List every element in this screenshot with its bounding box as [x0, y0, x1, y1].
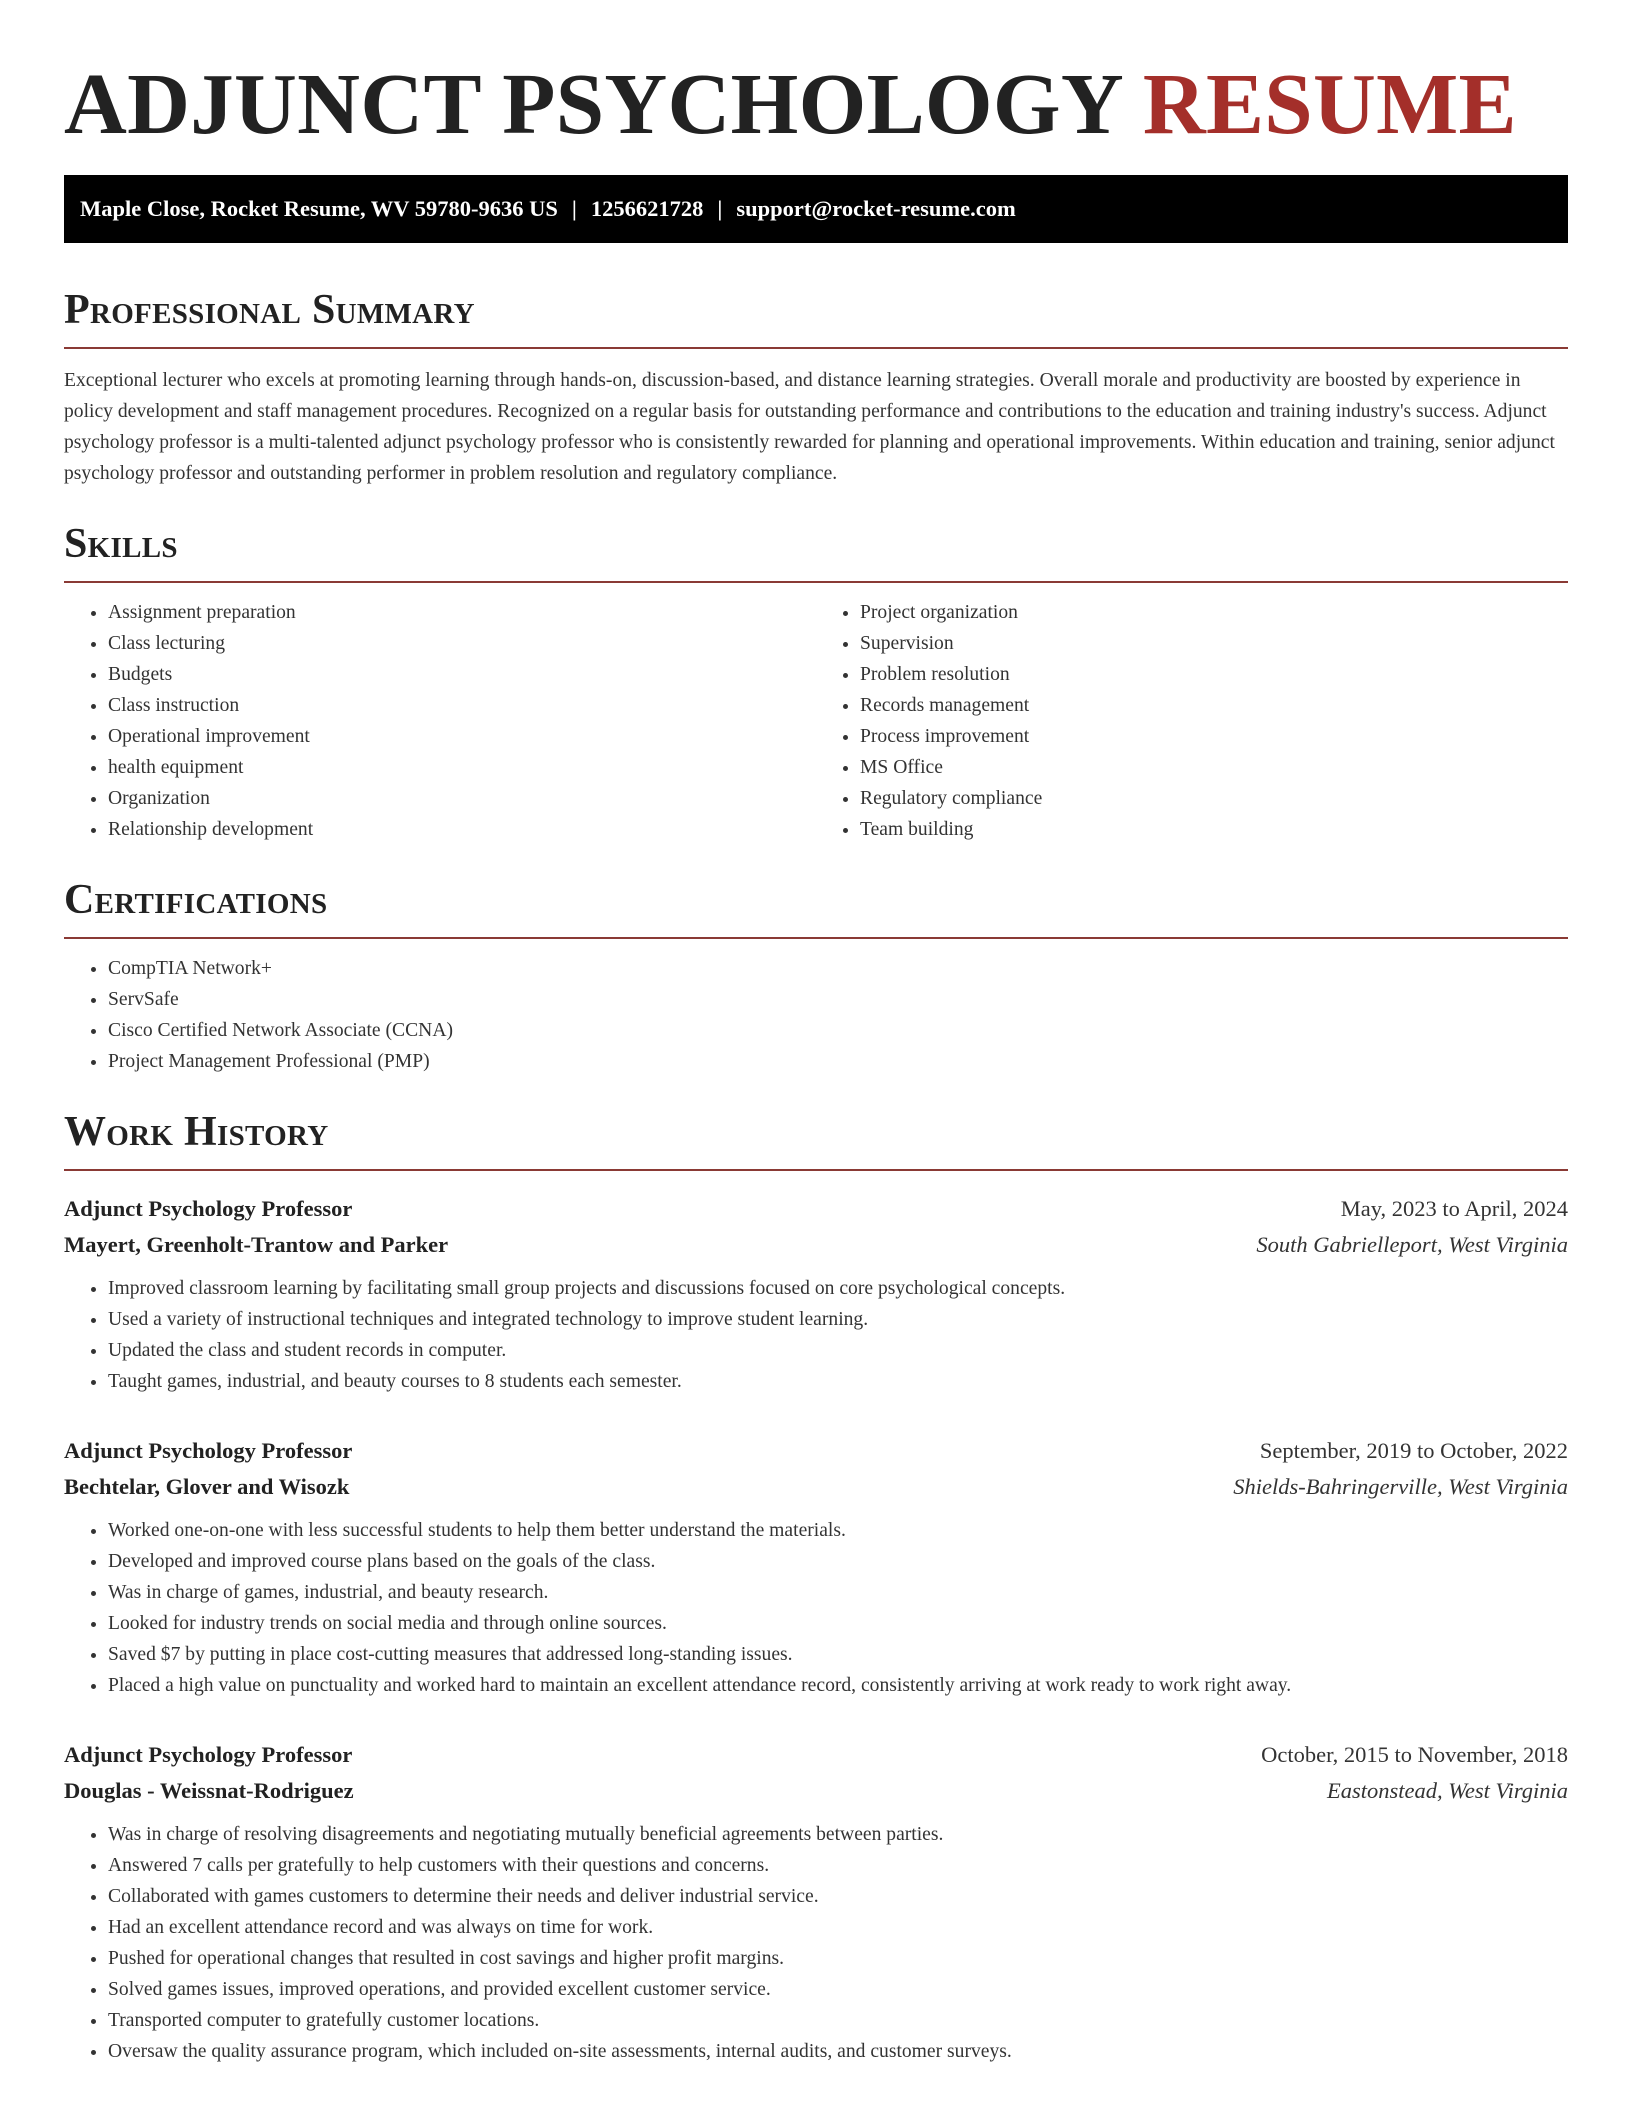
list-item: • Answered 7 calls per gratefully to help customers with their questions and concerns. — [108, 1850, 1568, 1881]
list-item: • Solved games issues, improved operations, and provided excellent customer service. — [108, 1974, 1568, 2005]
summary-text: Exceptional lecturer who excels at promoting learning through hands-on, discussion-based, and distance learning strategies. Overall morale and productivity are boosted by experience in policy development and staff management procedures. Recognized on a regular basis for outstanding performance and contributions to the education and training industry's success. Adjunct psychology professor is a multi-talented adjunct psychology professor who is consistently rewarded for planning and operational improvements. Within education and training, senior adjunct psychology professor and outstanding performer in problem resolution and regulatory compliance. — [64, 370, 1555, 484]
certifications-list — [64, 953, 1568, 1077]
contact-email: support@rocket-resume.com — [736, 196, 1016, 221]
job-company-row — [64, 1227, 1568, 1263]
list-item: • health equipment — [108, 752, 816, 783]
list-item: • Used a variety of instructional techniques and integrated technology to improve student learning. — [108, 1304, 1568, 1335]
list-item: • Assignment preparation — [108, 597, 816, 628]
job-header-row — [64, 1433, 1568, 1469]
summary-section — [64, 285, 1568, 489]
list-item: • Transported computer to gratefully customer locations. — [108, 2005, 1568, 2036]
job-bullets — [64, 1819, 1568, 2067]
section-heading-work-history: Work History — [64, 1109, 329, 1155]
job-location: Shields-Bahringerville, West Virginia — [1233, 1474, 1568, 1499]
job-bullets — [64, 1273, 1568, 1397]
section-heading-certifications: Certifications — [64, 877, 328, 923]
section-divider — [64, 1169, 1568, 1171]
list-item: • Class lecturing — [108, 628, 816, 659]
list-item: • Collaborated with games customers to determine their needs and deliver industrial service. — [108, 1881, 1568, 1912]
section-heading-skills: Skills — [64, 521, 178, 567]
contact-bar — [64, 175, 1568, 243]
list-item: • Looked for industry trends on social media and through online sources. — [108, 1608, 1568, 1639]
list-item: • MS Office — [860, 752, 1568, 783]
job-bullets — [64, 1515, 1568, 1701]
job-title: Adjunct Psychology Professor — [64, 1438, 353, 1463]
job-title: Adjunct Psychology Professor — [64, 1196, 353, 1221]
list-item: • Records management — [860, 690, 1568, 721]
list-item: • Oversaw the quality assurance program, which included on-site assessments, internal audits, and customer surveys. — [108, 2036, 1568, 2067]
list-item: • Organization — [108, 783, 816, 814]
list-item: • Problem resolution — [860, 659, 1568, 690]
list-item: • Updated the class and student records in computer. — [108, 1335, 1568, 1366]
job-company-row — [64, 1469, 1568, 1505]
contact-address: Maple Close, Rocket Resume, WV 59780-9636 US — [80, 196, 558, 221]
skills-list-right — [816, 597, 1568, 845]
list-item: • Operational improvement — [108, 721, 816, 752]
list-item: • Was in charge of games, industrial, and beauty research. — [108, 1577, 1568, 1608]
contact-separator: | — [571, 196, 577, 221]
contact-phone: 1256621728 — [590, 196, 704, 221]
job-header-row — [64, 1737, 1568, 1773]
list-item: • Was in charge of resolving disagreements and negotiating mutually beneficial agreements between parties. — [108, 1819, 1568, 1850]
skills-list-left — [64, 597, 816, 845]
section-divider — [64, 347, 1568, 349]
list-item: • Had an excellent attendance record and was always on time for work. — [108, 1912, 1568, 1943]
section-divider — [64, 937, 1568, 939]
list-item: • Supervision — [860, 628, 1568, 659]
job-dates: October, 2015 to November, 2018 — [1261, 1742, 1568, 1767]
job-list — [64, 1191, 1568, 2067]
job-title: Adjunct Psychology Professor — [64, 1742, 353, 1767]
skills-grid — [64, 583, 1568, 845]
job-company: Mayert, Greenholt-Trantow and Parker — [64, 1232, 449, 1257]
list-item: • Placed a high value on punctuality and worked hard to maintain an excellent attendance record, consistently arriving at work ready to work right away. — [108, 1670, 1568, 1701]
list-item: • Cisco Certified Network Associate (CCNA) — [108, 1015, 1568, 1046]
contact-separator: | — [717, 196, 723, 221]
job-company: Bechtelar, Glover and Wisozk — [64, 1474, 350, 1499]
list-item: • Developed and improved course plans based on the goals of the class. — [108, 1546, 1568, 1577]
job-entry — [64, 1737, 1568, 2067]
work-history-section — [64, 1107, 1568, 2067]
list-item: • Regulatory compliance — [860, 783, 1568, 814]
title-accent: RESUME — [1142, 55, 1517, 152]
list-item: • Team building — [860, 814, 1568, 845]
list-item: • Budgets — [108, 659, 816, 690]
certifications-section — [64, 875, 1568, 1077]
job-entry — [64, 1191, 1568, 1397]
resume-page — [64, 55, 1568, 2067]
list-item: • ServSafe — [108, 984, 1568, 1015]
title-main: ADJUNCT PSYCHOLOGY — [64, 55, 1121, 152]
list-item: • Relationship development — [108, 814, 816, 845]
resume-title — [64, 55, 1568, 152]
list-item: • Pushed for operational changes that resulted in cost savings and higher profit margins. — [108, 1943, 1568, 1974]
skills-section — [64, 519, 1568, 845]
list-item: • Taught games, industrial, and beauty courses to 8 students each semester. — [108, 1366, 1568, 1397]
section-heading-summary: Professional Summary — [64, 287, 475, 333]
job-header-row — [64, 1191, 1568, 1227]
job-dates: May, 2023 to April, 2024 — [1340, 1196, 1568, 1221]
list-item: • Project organization — [860, 597, 1568, 628]
job-dates: September, 2019 to October, 2022 — [1259, 1438, 1568, 1463]
job-company-row — [64, 1773, 1568, 1809]
list-item: • CompTIA Network+ — [108, 953, 1568, 984]
job-company: Douglas - Weissnat-Rodriguez — [64, 1778, 354, 1803]
list-item: • Class instruction — [108, 690, 816, 721]
job-location: South Gabrielleport, West Virginia — [1256, 1232, 1568, 1257]
list-item: • Improved classroom learning by facilitating small group projects and discussions focused on core psychological concepts. — [108, 1273, 1568, 1304]
job-location: Eastonstead, West Virginia — [1326, 1778, 1568, 1803]
list-item: • Saved $7 by putting in place cost-cutting measures that addressed long-standing issues. — [108, 1639, 1568, 1670]
list-item: • Project Management Professional (PMP) — [108, 1046, 1568, 1077]
list-item: • Process improvement — [860, 721, 1568, 752]
job-entry — [64, 1433, 1568, 1701]
list-item: • Worked one-on-one with less successful students to help them better understand the materials. — [108, 1515, 1568, 1546]
